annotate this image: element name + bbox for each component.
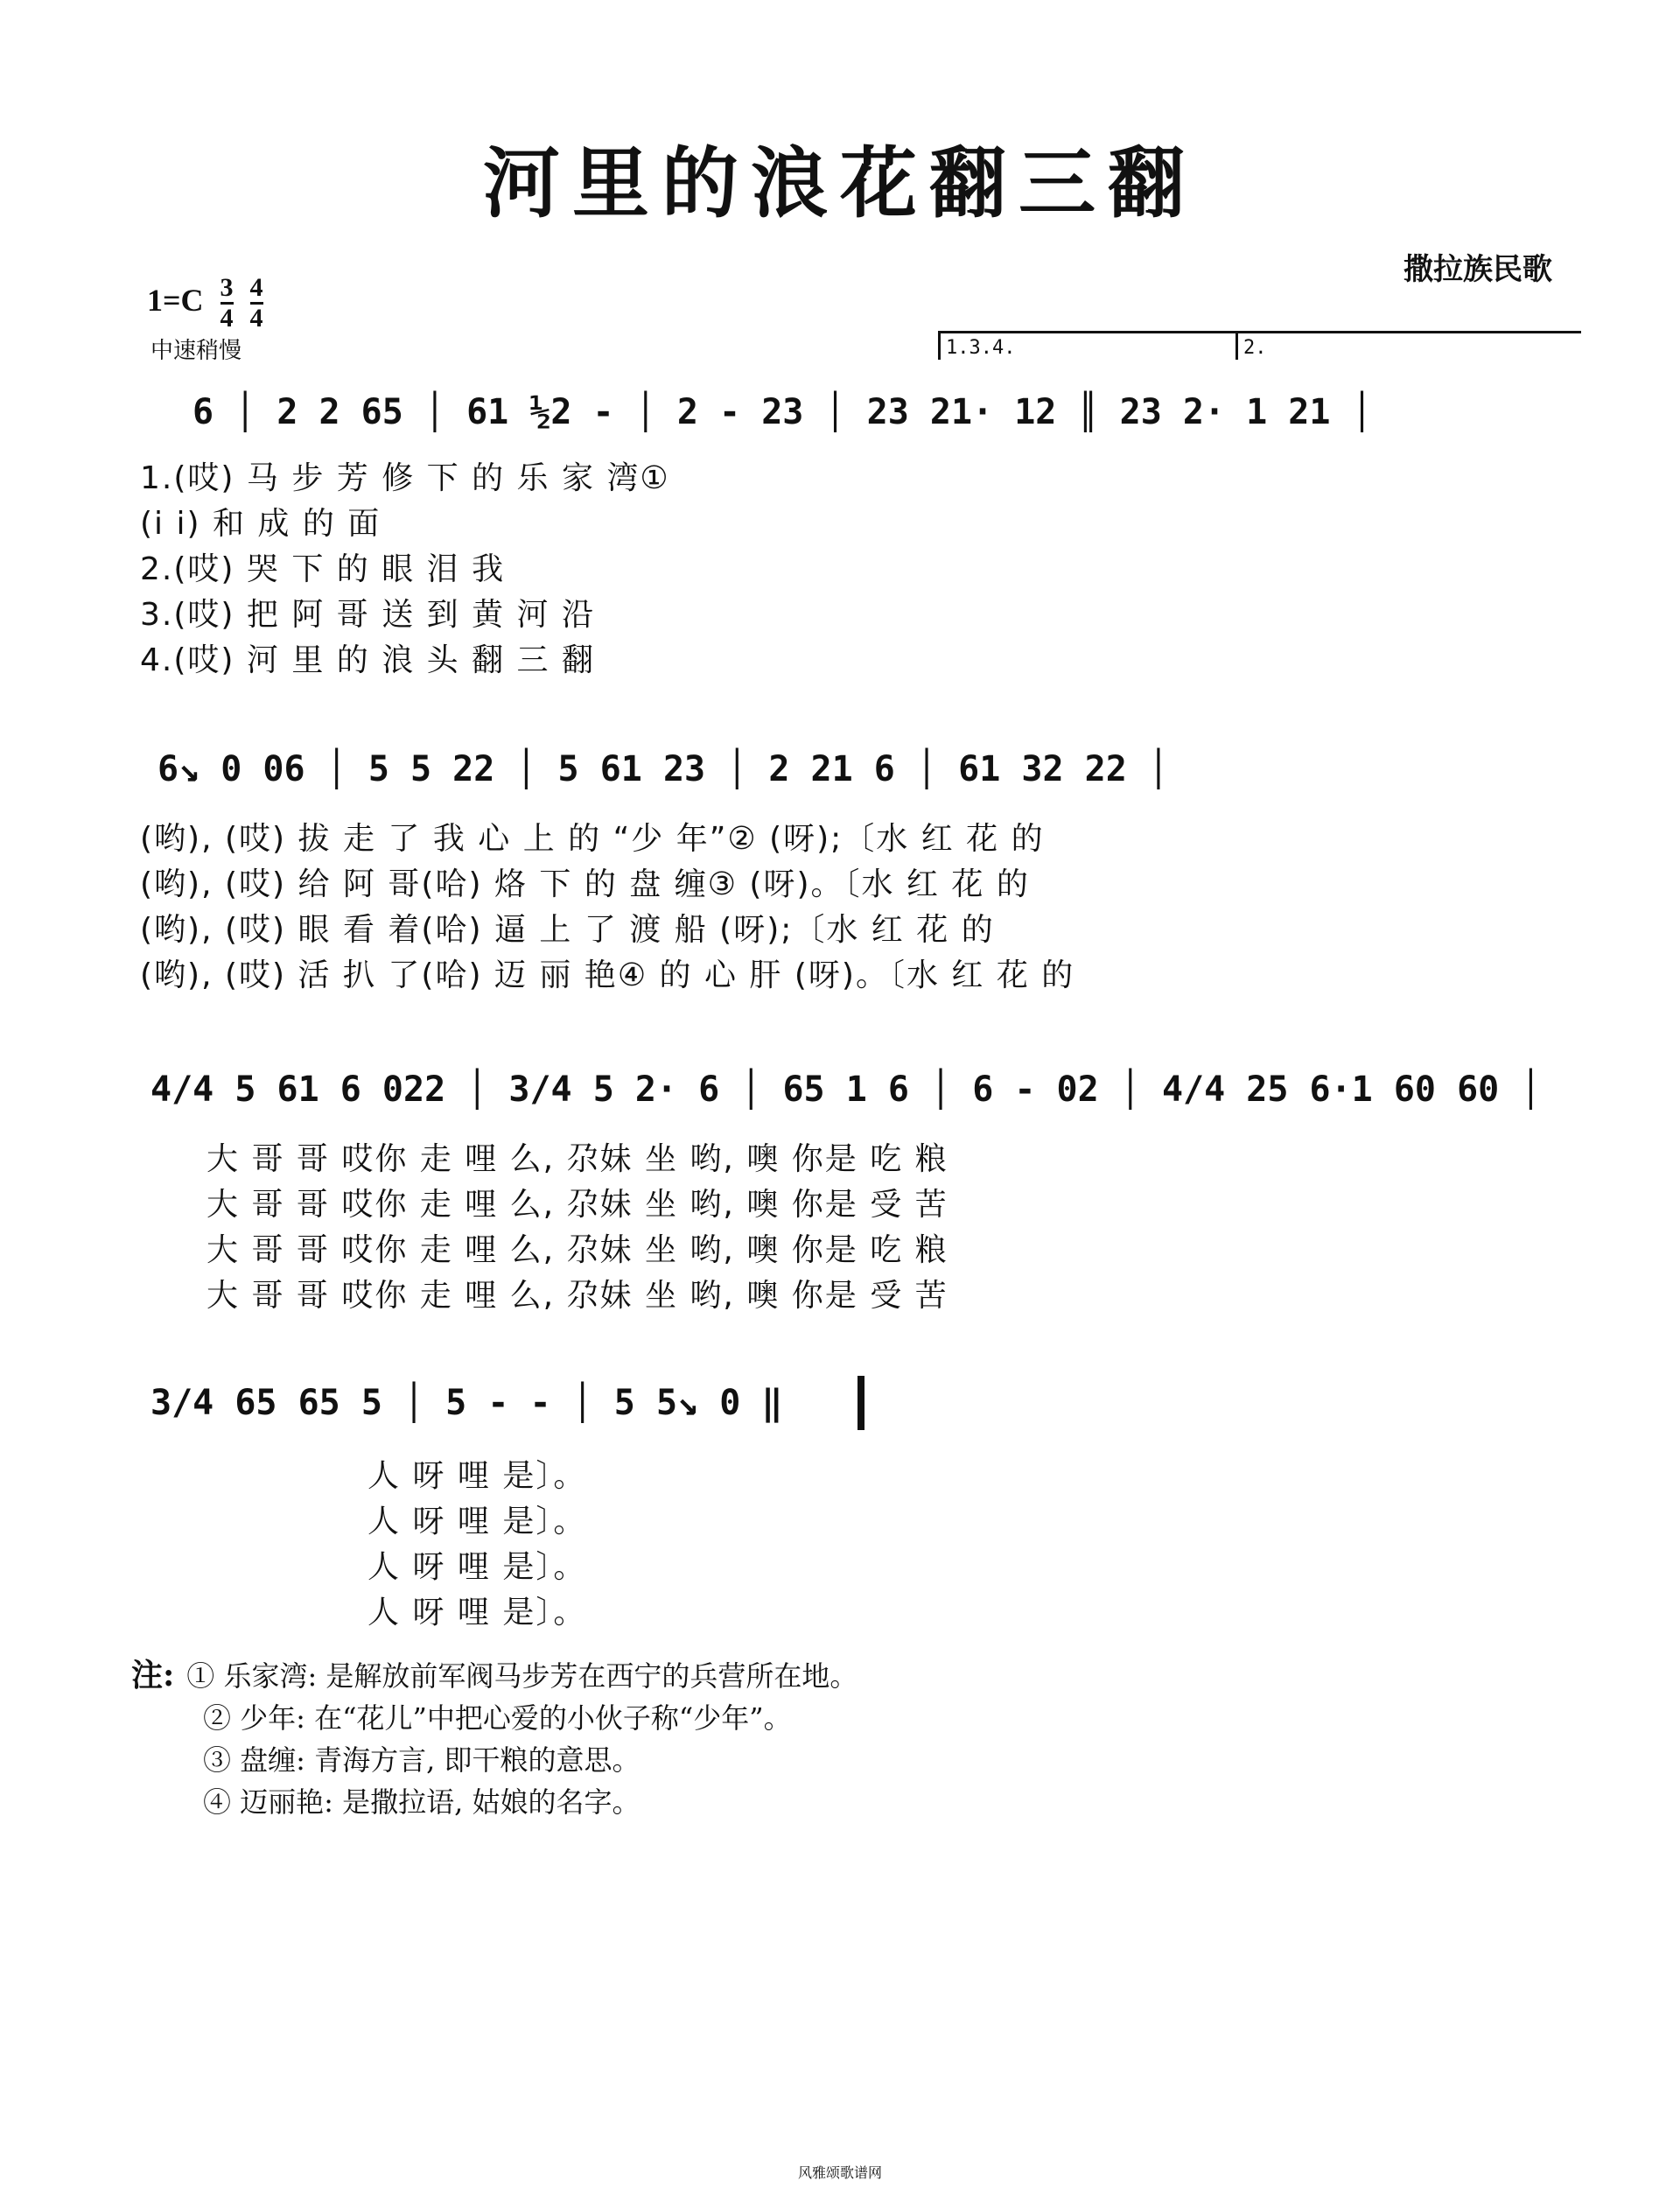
key-label: 1=C [147,282,204,318]
tempo-marking: 中速稍慢 [150,338,242,364]
system-1-notes: 6 │ 2 2 65 │ 61 ½2 - │ 2 - 23 │ 23 21· 12 ║ 23 2· 1 21 │ [192,392,1373,432]
system-3-lyric-line-4: 大 哥 哥 哎你 走 哩 么, 尕妹 坐 哟, 噢 你是 受 苦 [206,1278,948,1314]
time-sig-a-numerator: 3 [220,274,234,305]
system-3-notes: 4/4 5 61 6 022 │ 3/4 5 2· 6 │ 65 1 6 │ 6 - 02 │ 4/4 25 6·1 60 60 │ [150,1069,1542,1110]
final-barline [858,1376,864,1430]
key-signature [147,274,263,333]
time-sig-b-denominator: 4 [249,304,263,333]
volta-second-ending: 2. [1236,331,1581,360]
system-2-lyric-line-2: (哟), (哎) 给 阿 哥(哈) 烙 下 的 盘 缠③ (呀)。〔水 红 花 的 [140,866,1030,902]
system-1-lyric-line-2: (i i) 和 成 的 面 [140,506,382,542]
system-2-lyric-line-1: (哟), (哎) 拔 走 了 我 心 上 的 “少 年”② (呀);〔水 红 花 的 [140,821,1045,857]
system-4-lyric-line-4: 人 呀 哩 是〕。 [368,1595,587,1630]
system-1-lyric-line-3: 2.(哎) 哭 下 的 眼 泪 我 [140,551,506,587]
time-sig-b-numerator: 4 [250,274,263,305]
system-4-lyric-line-3: 人 呀 哩 是〕。 [368,1549,587,1585]
footnote-3: ③ 盘缠: 青海方言, 即干粮的意思。 [203,1743,640,1777]
footnote-4: ④ 迈丽艳: 是撒拉语, 姑娘的名字。 [203,1785,640,1819]
footnote-2: ② 少年: 在“花儿”中把心爱的小伙子称“少年”。 [203,1701,792,1735]
system-2-lyric-line-3: (哟), (哎) 眼 看 着(哈) 逼 上 了 渡 船 (呀);〔水 红 花 的 [140,912,995,948]
system-2-notes: 6↘ 0 06 │ 5 5 22 │ 5 61 23 │ 2 21 6 │ 61 32 22 │ [158,749,1169,789]
page-title: 河里的浪花翻三翻 [482,138,1197,228]
system-3-lyric-line-1: 大 哥 哥 哎你 走 哩 么, 尕妹 坐 哟, 噢 你是 吃 粮 [206,1141,948,1177]
system-2-lyric-line-4: (哟), (哎) 活 扒 了(哈) 迈 丽 艳④ 的 心 肝 (呀)。〔水 红 花 的 [140,957,1075,993]
footnote-1: ① 乐家湾: 是解放前军阀马步芳在西宁的兵营所在地。 [186,1659,858,1693]
system-3-lyric-line-2: 大 哥 哥 哎你 走 哩 么, 尕妹 坐 哟, 噢 你是 受 苦 [206,1187,948,1223]
footnotes-label: 注: [131,1657,175,1694]
time-sig-a-denominator: 4 [220,304,234,333]
system-3-lyric-line-3: 大 哥 哥 哎你 走 哩 么, 尕妹 坐 哟, 噢 你是 吃 粮 [206,1232,948,1268]
system-4-lyric-line-1: 人 呀 哩 是〕。 [368,1458,587,1494]
time-signature-4-4 [250,274,263,333]
time-signature-3-4 [220,274,234,333]
system-4-notes: 3/4 65 65 5 │ 5 - - │ 5 5↘ 0 ‖ [150,1383,783,1423]
site-footer: 风雅颂歌谱网 [797,2164,882,2181]
system-1-lyric-line-4: 3.(哎) 把 阿 哥 送 到 黄 河 沿 [140,597,595,633]
footnotes [131,1654,858,1823]
song-attribution: 撒拉族民歌 [1404,252,1552,287]
system-1-lyric-line-1: 1.(哎) 马 步 芳 修 下 的 乐 家 湾① [140,460,670,496]
system-1-lyric-line-5: 4.(哎) 河 里 的 浪 头 翻 三 翻 [140,642,595,678]
system-4-lyric-line-2: 人 呀 哩 是〕。 [368,1504,587,1539]
volta-first-ending: 1.3.4. [938,331,1236,360]
